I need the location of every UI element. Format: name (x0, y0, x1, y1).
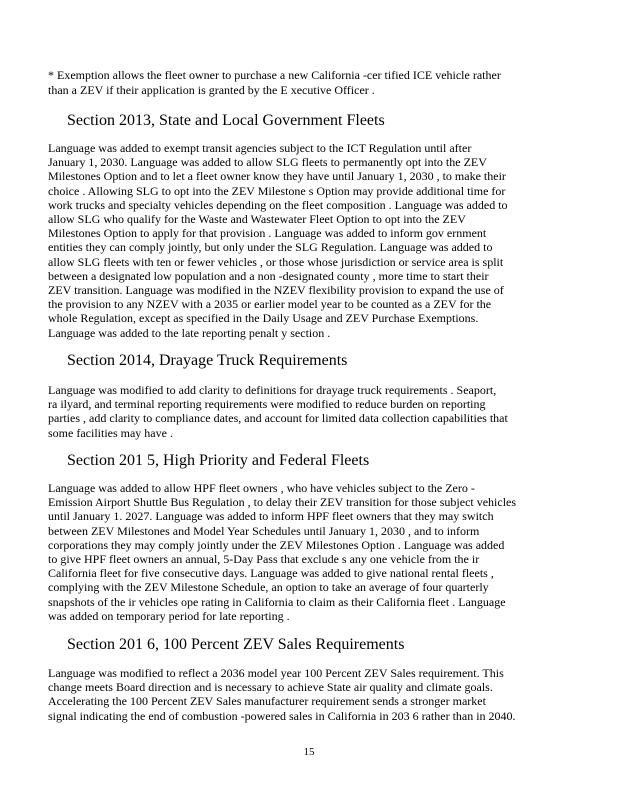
section-heading-2013: Section 2013, State and Local Government Fleets (67, 112, 385, 129)
paragraph-line: snapshots of the ir vehicles ope rating in California to claim as their California fleet . Language (48, 594, 506, 609)
exemption-footnote (48, 68, 588, 98)
section-body-2013 (48, 141, 568, 340)
paragraph-line: signal indicating the end of combustion -powered sales in California in 203 6 rather than in 2040. (48, 708, 516, 723)
paragraph-line: Language was added to exempt transit agencies subject to the ICT Regulation until after (48, 141, 472, 155)
section-heading-2015: Section 201 5, High Priority and Federal Fleets (67, 452, 370, 469)
paragraph-line: some facilities may have . (48, 425, 173, 440)
paragraph-line: to give HPF fleet owners an annual, 5-Day Pass that exclude s any one vehicle from the ir (48, 552, 480, 567)
paragraph-line: Language was modified to add clarity to definitions for drayage truck requirements . Seaport, (48, 383, 497, 397)
paragraph-line: choice . Allowing SLG to opt into the ZEV Milestone s Option may provide additional time for (48, 183, 506, 198)
paragraph-line: Milestones Option and to let a fleet owner know they have until January 1, 2030 , to make their (48, 169, 506, 184)
paragraph-line: Emission Airport Shuttle Bus Regulation , to delay their ZEV transition for those subject vehicles (48, 495, 517, 510)
paragraph-line: work trucks and specialty vehicles depending on the fleet composition . Language was added to (48, 197, 508, 212)
paragraph-line: was added on temporary period for late reporting . (48, 608, 290, 623)
paragraph-line: the provision to any NZEV with a 2035 or earlier model year to be counted as a ZEV for the (48, 297, 492, 312)
section-body-2016 (48, 666, 568, 723)
paragraph-line: entities they can comply jointly, but only under the SLG Regulation. Language was added to (48, 240, 493, 255)
paragraph-line: corporations they may comply jointly under the ZEV Milestones Option . Language was added (48, 537, 505, 552)
paragraph-line: California fleet for five consecutive days. Language was added to give national rental fleets , (48, 566, 494, 581)
paragraph-line: until January 1. 2027. Language was added to inform HPF fleet owners that they may switch (48, 509, 494, 524)
paragraph-line: Language was added to allow HPF fleet owners , who have vehicles subject to the Zero - (48, 481, 475, 495)
page-number: 15 (303, 746, 315, 758)
paragraph-line: allow SLG fleets with ten or fewer vehicles , or those whose jurisdiction or service area is split (48, 254, 504, 269)
paragraph-line: whole Regulation, except as specified in the Daily Usage and ZEV Purchase Exemptions. (48, 311, 479, 326)
footnote-line: than a ZEV if their application is granted by the E xecutive Officer . (48, 83, 375, 97)
paragraph-line: Language was modified to reflect a 2036 model year 100 Percent ZEV Sales requirement. This (48, 666, 504, 680)
paragraph-line: January 1, 2030. Language was added to allow SLG fleets to permanently opt into the ZEV (48, 155, 487, 170)
section-heading-2014: Section 2014, Drayage Truck Requirements (67, 352, 348, 369)
paragraph-line: Language was added to the late reporting penalt y section . (48, 325, 331, 340)
paragraph-line: between ZEV Milestones and Model Year Schedules until January 1, 2030 , and to inform (48, 523, 480, 538)
section-body-2014 (48, 383, 568, 440)
paragraph-line: ra ilyard, and terminal reporting requirements were modified to reduce burden on reporting (48, 397, 486, 412)
paragraph-line: Accelerating the 100 Percent ZEV Sales manufacturer requirement sends a stronger market (48, 694, 486, 709)
paragraph-line: ZEV transition. Language was modified in the NZEV flexibility provision to expand the use of (48, 283, 504, 298)
paragraph-line: change meets Board direction and is necessary to achieve State air quality and climate goals. (48, 680, 493, 695)
section-body-2015 (48, 481, 568, 623)
paragraph-line: complying with the ZEV Milestone Schedule, an option to take an average of four quarterly (48, 580, 489, 595)
paragraph-line: between a designated low population and a non -designated county , more time to start their (48, 268, 489, 283)
section-heading-2016: Section 201 6, 100 Percent ZEV Sales Requirements (67, 636, 405, 653)
paragraph-line: parties , add clarity to compliance dates, and account for limited data collection capabilities that (48, 411, 508, 426)
footnote-line: * Exemption allows the fleet owner to purchase a new California -cer tified ICE vehicle rather (48, 68, 501, 82)
paragraph-line: allow SLG who qualify for the Waste and Wastewater Fleet Option to opt into the ZEV (48, 212, 466, 227)
paragraph-line: Milestones Option to apply for that provision . Language was added to inform gov ernment (48, 226, 487, 241)
